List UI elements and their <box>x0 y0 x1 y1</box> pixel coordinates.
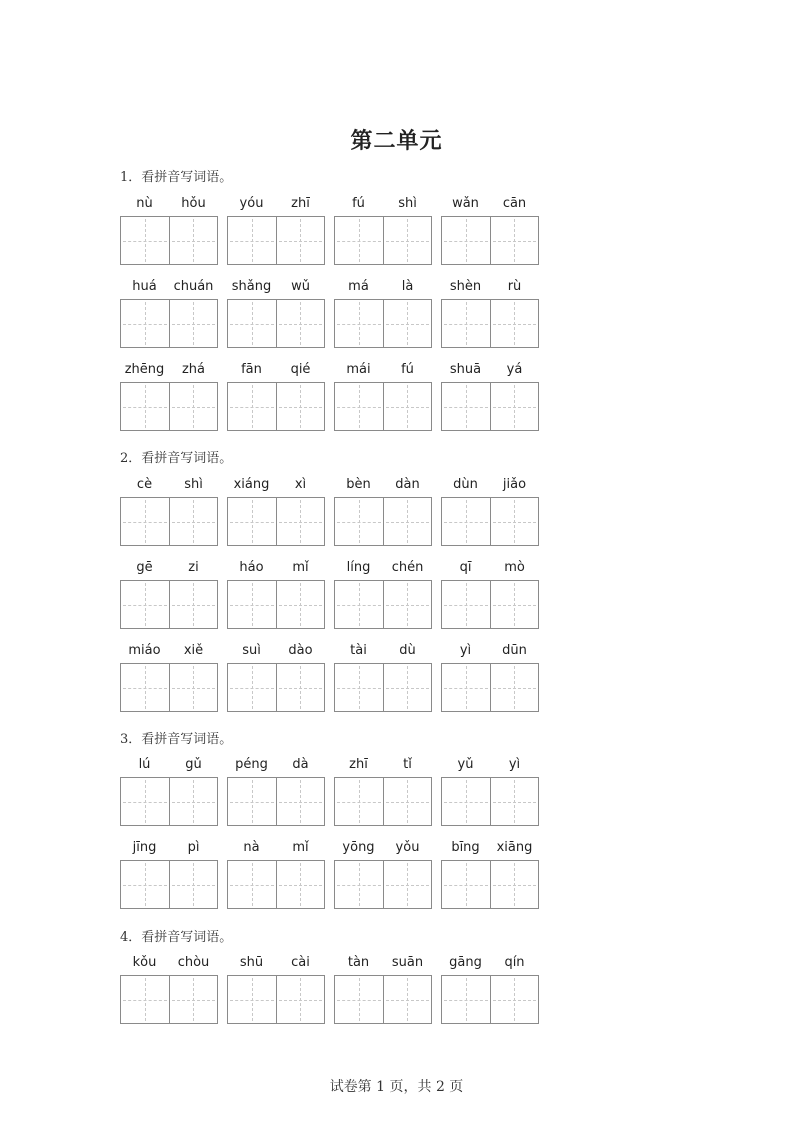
writing-grid <box>334 975 432 1024</box>
pinyin-label: kǒu <box>132 955 157 970</box>
character-cell[interactable] <box>169 778 217 825</box>
character-cell[interactable] <box>335 861 383 908</box>
pinyin-label: xiáng <box>233 477 270 492</box>
pinyin-label: jīng <box>132 840 157 855</box>
pinyin-label: hǒu <box>181 196 206 211</box>
character-cell[interactable] <box>335 383 383 430</box>
pinyin-label: yá <box>506 362 523 377</box>
writing-grid <box>120 860 218 909</box>
page-footer: 试卷第 1 页，共 2 页 <box>329 1079 464 1095</box>
character-cell[interactable] <box>383 664 431 711</box>
pinyin-label: huá <box>132 279 157 294</box>
writing-grid <box>334 216 432 265</box>
pinyin-label: xì <box>294 477 307 492</box>
pinyin-label: yǒu <box>395 840 420 855</box>
character-cell[interactable] <box>169 498 217 545</box>
writing-grid <box>120 975 218 1024</box>
word-group <box>120 757 218 827</box>
word-group <box>227 279 325 349</box>
pinyin-label: dàn <box>395 477 420 492</box>
writing-grid <box>227 975 325 1024</box>
word-group <box>227 955 325 1025</box>
word-group <box>120 840 218 910</box>
character-cell[interactable] <box>228 498 276 545</box>
pinyin-label: mǐ <box>292 840 309 855</box>
character-cell[interactable] <box>121 498 169 545</box>
word-group <box>227 560 325 630</box>
character-cell[interactable] <box>490 861 538 908</box>
word-group <box>334 955 432 1025</box>
q2-row-1 <box>120 477 550 547</box>
character-cell[interactable] <box>335 498 383 545</box>
writing-grid <box>334 497 432 546</box>
character-cell[interactable] <box>383 498 431 545</box>
word-group <box>227 362 325 432</box>
pinyin-label: fān <box>241 362 262 377</box>
pinyin-label: wǔ <box>291 279 310 294</box>
question-1-label: 1．看拼音写词语。 <box>120 170 233 185</box>
pinyin-label: yǔ <box>457 757 474 772</box>
writing-grid <box>120 382 218 431</box>
q3-row-1 <box>120 757 550 827</box>
writing-grid <box>441 382 539 431</box>
pinyin-label: chòu <box>177 955 210 970</box>
writing-grid <box>441 216 539 265</box>
writing-grid <box>227 299 325 348</box>
word-group <box>334 279 432 349</box>
character-cell[interactable] <box>121 976 169 1023</box>
word-group <box>441 362 539 432</box>
q1-row-2 <box>120 279 550 349</box>
character-cell[interactable] <box>442 498 490 545</box>
character-cell[interactable] <box>121 861 169 908</box>
character-cell[interactable] <box>169 664 217 711</box>
pinyin-label: nà <box>243 840 260 855</box>
writing-grid <box>120 497 218 546</box>
writing-grid <box>441 860 539 909</box>
character-cell[interactable] <box>335 778 383 825</box>
character-cell[interactable] <box>442 664 490 711</box>
character-cell[interactable] <box>276 664 324 711</box>
character-cell[interactable] <box>490 217 538 264</box>
character-cell[interactable] <box>228 976 276 1023</box>
character-cell[interactable] <box>169 217 217 264</box>
pinyin-label: nù <box>136 196 153 211</box>
character-cell[interactable] <box>121 300 169 347</box>
pinyin-label: mǐ <box>292 560 309 575</box>
character-cell[interactable] <box>276 217 324 264</box>
word-group <box>120 560 218 630</box>
writing-grid <box>334 860 432 909</box>
word-group <box>441 279 539 349</box>
writing-grid <box>334 299 432 348</box>
writing-grid <box>120 580 218 629</box>
word-group <box>120 643 218 713</box>
character-cell[interactable] <box>442 217 490 264</box>
character-cell[interactable] <box>121 217 169 264</box>
character-cell[interactable] <box>276 861 324 908</box>
q4-row-1 <box>120 955 550 1025</box>
word-group <box>441 560 539 630</box>
character-cell[interactable] <box>276 383 324 430</box>
pinyin-label: yì <box>508 757 521 772</box>
pinyin-label: cè <box>136 477 153 492</box>
pinyin-label: yì <box>459 643 472 658</box>
pinyin-label: chén <box>391 560 424 575</box>
character-cell[interactable] <box>383 300 431 347</box>
character-cell[interactable] <box>276 498 324 545</box>
character-cell[interactable] <box>490 976 538 1023</box>
character-cell[interactable] <box>442 300 490 347</box>
word-group <box>227 757 325 827</box>
pinyin-label: zhēng <box>124 362 165 377</box>
character-cell[interactable] <box>383 778 431 825</box>
writing-grid <box>441 975 539 1024</box>
writing-grid <box>441 299 539 348</box>
pinyin-label: fú <box>401 362 414 377</box>
writing-grid <box>334 663 432 712</box>
character-cell[interactable] <box>442 383 490 430</box>
pinyin-label: xiě <box>183 643 204 658</box>
character-cell[interactable] <box>490 778 538 825</box>
pinyin-label: cài <box>291 955 310 970</box>
character-cell[interactable] <box>335 217 383 264</box>
word-group <box>441 477 539 547</box>
pinyin-label: tǐ <box>403 757 412 772</box>
word-group <box>441 196 539 266</box>
pinyin-label: tài <box>350 643 367 658</box>
word-group <box>441 643 539 713</box>
pinyin-label: jiǎo <box>502 477 527 492</box>
character-cell[interactable] <box>383 861 431 908</box>
q3-row-2 <box>120 840 550 910</box>
writing-grid <box>441 497 539 546</box>
pinyin-label: shèn <box>449 279 482 294</box>
character-cell[interactable] <box>276 581 324 628</box>
pinyin-label: shǎng <box>231 279 272 294</box>
character-cell[interactable] <box>121 383 169 430</box>
pinyin-label: mái <box>346 362 371 377</box>
pinyin-label: zi <box>188 560 199 575</box>
word-group <box>441 840 539 910</box>
pinyin-label: xiāng <box>496 840 533 855</box>
writing-grid <box>334 777 432 826</box>
pinyin-label: gē <box>136 560 153 575</box>
q1-row-3 <box>120 362 550 432</box>
writing-grid <box>227 860 325 909</box>
character-cell[interactable] <box>228 217 276 264</box>
pinyin-label: wǎn <box>452 196 479 211</box>
writing-grid <box>227 580 325 629</box>
pinyin-label: yóu <box>239 196 264 211</box>
pinyin-label: qín <box>504 955 525 970</box>
character-cell[interactable] <box>383 383 431 430</box>
character-cell[interactable] <box>121 581 169 628</box>
character-cell[interactable] <box>383 217 431 264</box>
pinyin-label: mò <box>504 560 525 575</box>
word-group <box>227 477 325 547</box>
word-group <box>334 840 432 910</box>
character-cell[interactable] <box>276 976 324 1023</box>
pinyin-label: háo <box>239 560 264 575</box>
character-cell[interactable] <box>490 498 538 545</box>
character-cell[interactable] <box>335 664 383 711</box>
pinyin-label: gǔ <box>185 757 202 772</box>
character-cell[interactable] <box>490 581 538 628</box>
character-cell[interactable] <box>121 664 169 711</box>
writing-grid <box>334 580 432 629</box>
pinyin-label: zhī <box>349 757 368 772</box>
pinyin-label: zhī <box>291 196 310 211</box>
character-cell[interactable] <box>169 383 217 430</box>
pinyin-label: là <box>401 279 414 294</box>
pinyin-label: pì <box>187 840 200 855</box>
pinyin-label: líng <box>346 560 371 575</box>
character-cell[interactable] <box>121 778 169 825</box>
character-cell[interactable] <box>169 581 217 628</box>
word-group <box>227 643 325 713</box>
pinyin-label: shì <box>398 196 417 211</box>
character-cell[interactable] <box>383 581 431 628</box>
character-cell[interactable] <box>442 778 490 825</box>
character-cell[interactable] <box>490 300 538 347</box>
character-cell[interactable] <box>228 383 276 430</box>
character-cell[interactable] <box>335 976 383 1023</box>
pinyin-label: tàn <box>347 955 370 970</box>
character-cell[interactable] <box>383 976 431 1023</box>
character-cell[interactable] <box>228 664 276 711</box>
pinyin-label: qī <box>459 560 472 575</box>
word-group <box>120 279 218 349</box>
writing-grid <box>227 663 325 712</box>
pinyin-label: yōng <box>342 840 375 855</box>
pinyin-label: dùn <box>453 477 478 492</box>
pinyin-label: dù <box>399 643 416 658</box>
writing-grid <box>441 580 539 629</box>
character-cell[interactable] <box>276 778 324 825</box>
writing-grid <box>334 382 432 431</box>
question-2-label: 2．看拼音写词语。 <box>120 451 233 466</box>
word-group <box>334 196 432 266</box>
word-group <box>120 477 218 547</box>
writing-grid <box>120 216 218 265</box>
pinyin-label: gāng <box>449 955 482 970</box>
writing-grid <box>441 663 539 712</box>
pinyin-label: miáo <box>128 643 161 658</box>
pinyin-label: shuā <box>449 362 482 377</box>
pinyin-label: dūn <box>502 643 527 658</box>
pinyin-label: fú <box>352 196 365 211</box>
character-cell[interactable] <box>442 861 490 908</box>
writing-grid <box>227 777 325 826</box>
character-cell[interactable] <box>228 300 276 347</box>
character-cell[interactable] <box>335 581 383 628</box>
writing-grid <box>120 777 218 826</box>
character-cell[interactable] <box>335 300 383 347</box>
character-cell[interactable] <box>490 383 538 430</box>
pinyin-label: lú <box>138 757 151 772</box>
writing-grid <box>227 216 325 265</box>
pinyin-label: suān <box>391 955 424 970</box>
word-group <box>120 955 218 1025</box>
pinyin-label: zhá <box>181 362 206 377</box>
word-group <box>120 362 218 432</box>
pinyin-label: chuán <box>173 279 214 294</box>
pinyin-label: dà <box>292 757 309 772</box>
pinyin-label: bèn <box>346 477 371 492</box>
character-cell[interactable] <box>228 861 276 908</box>
writing-grid <box>227 497 325 546</box>
writing-grid <box>120 663 218 712</box>
word-group <box>227 840 325 910</box>
writing-grid <box>227 382 325 431</box>
character-cell[interactable] <box>276 300 324 347</box>
pinyin-label: cān <box>502 196 527 211</box>
word-group <box>227 196 325 266</box>
q2-row-2 <box>120 560 550 630</box>
page-title: 第二单元 <box>350 128 443 154</box>
pinyin-label: suì <box>242 643 261 658</box>
q2-row-3 <box>120 643 550 713</box>
word-group <box>334 757 432 827</box>
word-group <box>334 477 432 547</box>
pinyin-label: qié <box>290 362 311 377</box>
pinyin-label: rù <box>507 279 522 294</box>
character-cell[interactable] <box>169 300 217 347</box>
word-group <box>334 362 432 432</box>
word-group <box>441 757 539 827</box>
writing-grid <box>441 777 539 826</box>
pinyin-label: shì <box>184 477 203 492</box>
pinyin-label: má <box>348 279 369 294</box>
character-cell[interactable] <box>442 976 490 1023</box>
word-group <box>120 196 218 266</box>
word-group <box>441 955 539 1025</box>
q1-row-1 <box>120 196 550 266</box>
question-4-label: 4．看拼音写词语。 <box>120 930 233 945</box>
character-cell[interactable] <box>442 581 490 628</box>
word-group <box>334 643 432 713</box>
question-3-label: 3．看拼音写词语。 <box>120 732 233 747</box>
writing-grid <box>120 299 218 348</box>
pinyin-label: dào <box>288 643 313 658</box>
character-cell[interactable] <box>228 778 276 825</box>
character-cell[interactable] <box>228 581 276 628</box>
character-cell[interactable] <box>169 861 217 908</box>
pinyin-label: shū <box>239 955 264 970</box>
character-cell[interactable] <box>169 976 217 1023</box>
character-cell[interactable] <box>490 664 538 711</box>
pinyin-label: péng <box>235 757 268 772</box>
pinyin-label: bīng <box>451 840 480 855</box>
word-group <box>334 560 432 630</box>
